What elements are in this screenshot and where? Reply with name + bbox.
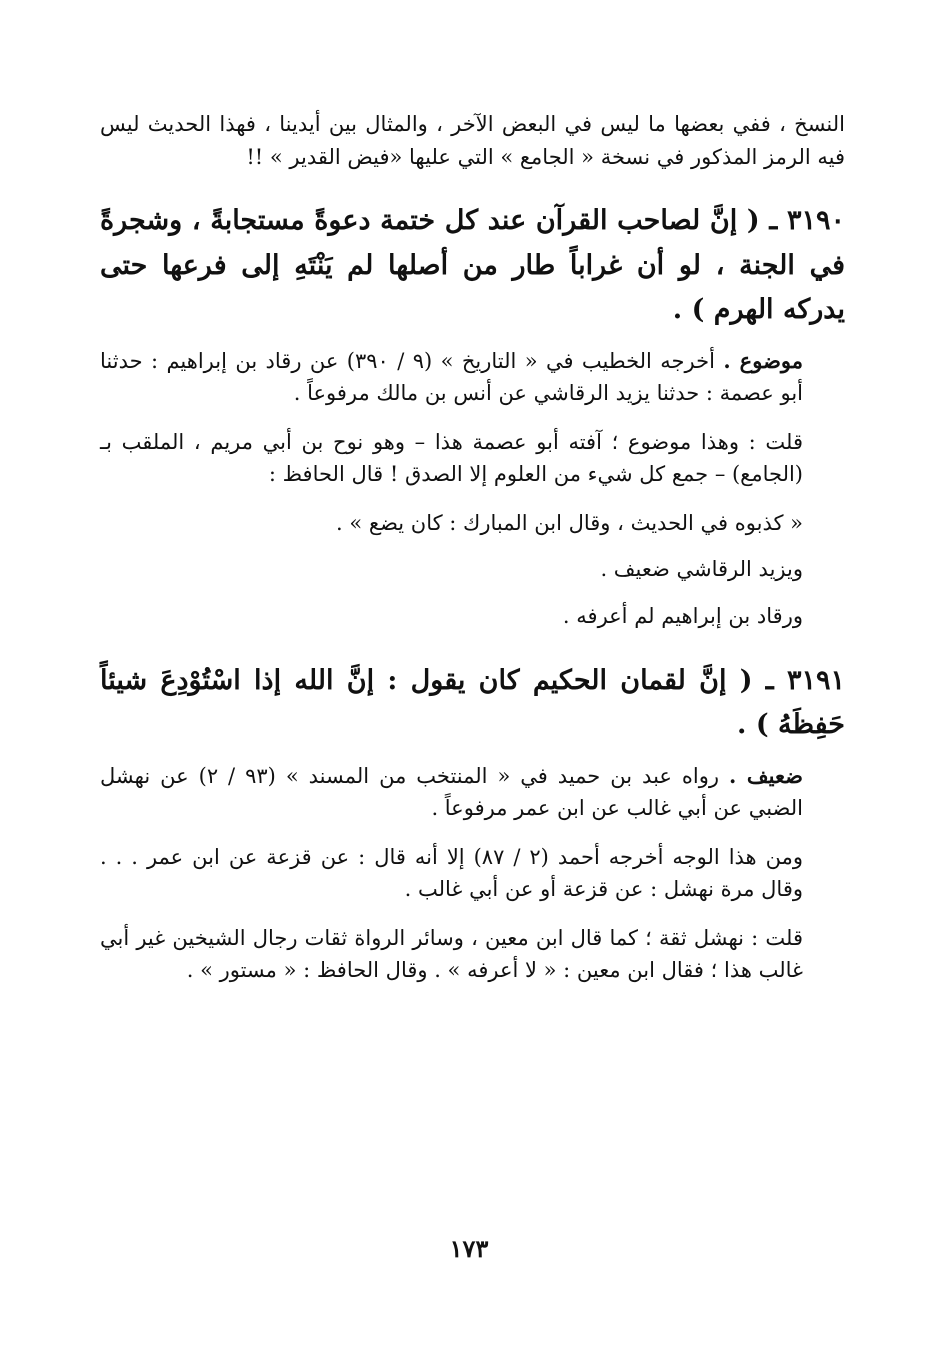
hadith-3190-comment: قلت : وهذا موضوع ؛ آفته أبو عصمة هذا – وهو نوح بن أبي مريم ، الملقب بـ (الجامع) – جمع كل شيء من العلوم إلا الصدق ! قال الحافظ : bbox=[100, 429, 803, 487]
hadith-3190-takhrij-text: أخرجه الخطيب في « التاريخ » (٩ / ٣٩٠) عن رقاد بن إبراهيم : حدثنا أبو عصمة : حدثنا يزيد الرقاشي عن أنس بن مالك مرفوعاً . bbox=[100, 348, 803, 406]
hadith-3190-grading: موضوع . bbox=[723, 347, 803, 373]
hadith-3190-text: ٣١٩٠ ـ ( إنَّ لصاحب القرآن عند كل ختمة دعوةً مستجابةً ، وشجرةً في الجنة ، لو أن غراباً طار من أصلها لم يَنْتَهِ إلى فرعها حتى يدركه الهرم ) . bbox=[100, 205, 845, 326]
hadith-3190-line3: ورقاد بن إبراهيم لم أعرفه . bbox=[562, 604, 803, 629]
hadith-3191-takhrij-text: رواه عبد بن حميد في « المنتخب من المسند » (٩٣ / ٢) عن نهشل الضبي عن أبي غالب عن ابن عمر مرفوعاً . bbox=[100, 763, 803, 821]
hadith-3191-comment: قلت : نهشل ثقة ؛ كما قال ابن معين ، وسائر الرواة ثقات رجال الشيخين غير أبي غالب هذا ؛ فقال ابن معين : « لا أعرفه » . وقال الحافظ : « مستور » . bbox=[100, 925, 803, 983]
hadith-3190-line2: ويزيد الرقاشي ضعيف . bbox=[600, 557, 803, 582]
hadith-3191-grading: ضعيف . bbox=[729, 762, 803, 788]
page-body bbox=[100, 108, 845, 1003]
hadith-3190-quote: « كذبوه في الحديث ، وقال ابن المبارك : كان يضع » . bbox=[336, 510, 803, 535]
page-number: ١٧٣ bbox=[449, 1234, 489, 1263]
hadith-3190-takhrij bbox=[100, 345, 845, 410]
hadith-3191-other-route: ومن هذا الوجه أخرجه أحمد (٢ / ٨٧) إلا أنه قال : عن قزعة عن ابن عمر . . . وقال مرة نهشل : عن قزعة أو عن أبي غالب . bbox=[100, 844, 803, 902]
intro-paragraph: النسخ ، ففي بعضها ما ليس في البعض الآخر ، والمثال بين أيدينا ، فهذا الحديث ليس فيه الرمز المذكور في نسخة « الجامع » التي عليها «فيض القدير » !! bbox=[100, 112, 845, 169]
hadith-3191-text: ٣١٩١ ـ ( إنَّ لقمان الحكيم كان يقول : إنَّ الله إذا اسْتُوْدِعَ شيئاً حَفِظَهُ ) . bbox=[100, 664, 845, 741]
hadith-3191-takhrij bbox=[100, 760, 845, 825]
